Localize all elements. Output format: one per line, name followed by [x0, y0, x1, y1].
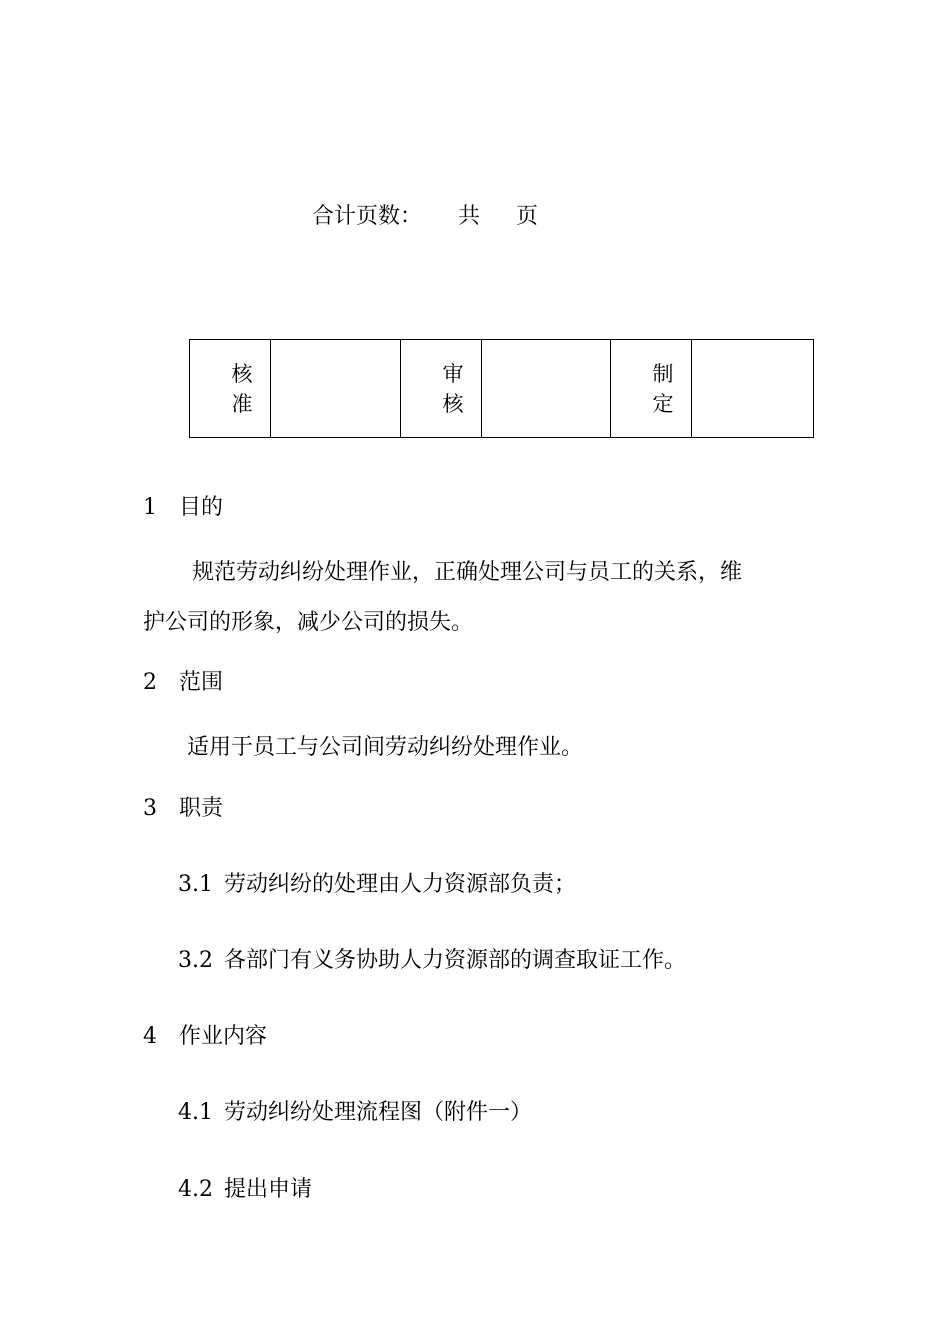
section-1-body-line1: 规范劳动纠纷处理作业，正确处理公司与员工的关系，维 [192, 560, 743, 585]
section-4-heading: 4 作业内容 [143, 1024, 268, 1049]
total-pages-label: 合计页数： [312, 204, 423, 229]
section-1-body-line2: 护公司的形象，减少公司的损失。 [143, 610, 474, 635]
section-2-body: 适用于员工与公司间劳动纠纷处理作业。 [187, 735, 584, 760]
total-pages-line [312, 199, 538, 230]
approve-value-cell[interactable] [271, 340, 401, 438]
section-3-2: 3.2 各部门有义务协助人力资源部的调查取证工作。 [178, 948, 687, 973]
signoff-table [189, 339, 814, 438]
review-label-cell: 审 核 [401, 340, 482, 438]
section-1-heading: 1 目的 [143, 495, 224, 520]
section-4-2: 4.2 提出申请 [178, 1177, 313, 1202]
total-prefix: 共 [458, 204, 481, 229]
section-2-heading: 2 范围 [143, 670, 224, 695]
section-3-heading: 3 职责 [143, 796, 224, 821]
section-4-1: 4.1 劳动纠纷处理流程图（附件一） [178, 1100, 533, 1125]
review-value-cell[interactable] [482, 340, 611, 438]
section-3-1: 3.1 劳动纠纷的处理由人力资源部负责； [178, 872, 577, 897]
approve-label-cell: 核 准 [190, 340, 271, 438]
total-suffix: 页 [516, 204, 539, 229]
prepare-value-cell[interactable] [692, 340, 814, 438]
prepare-label-cell: 制 定 [611, 340, 692, 438]
